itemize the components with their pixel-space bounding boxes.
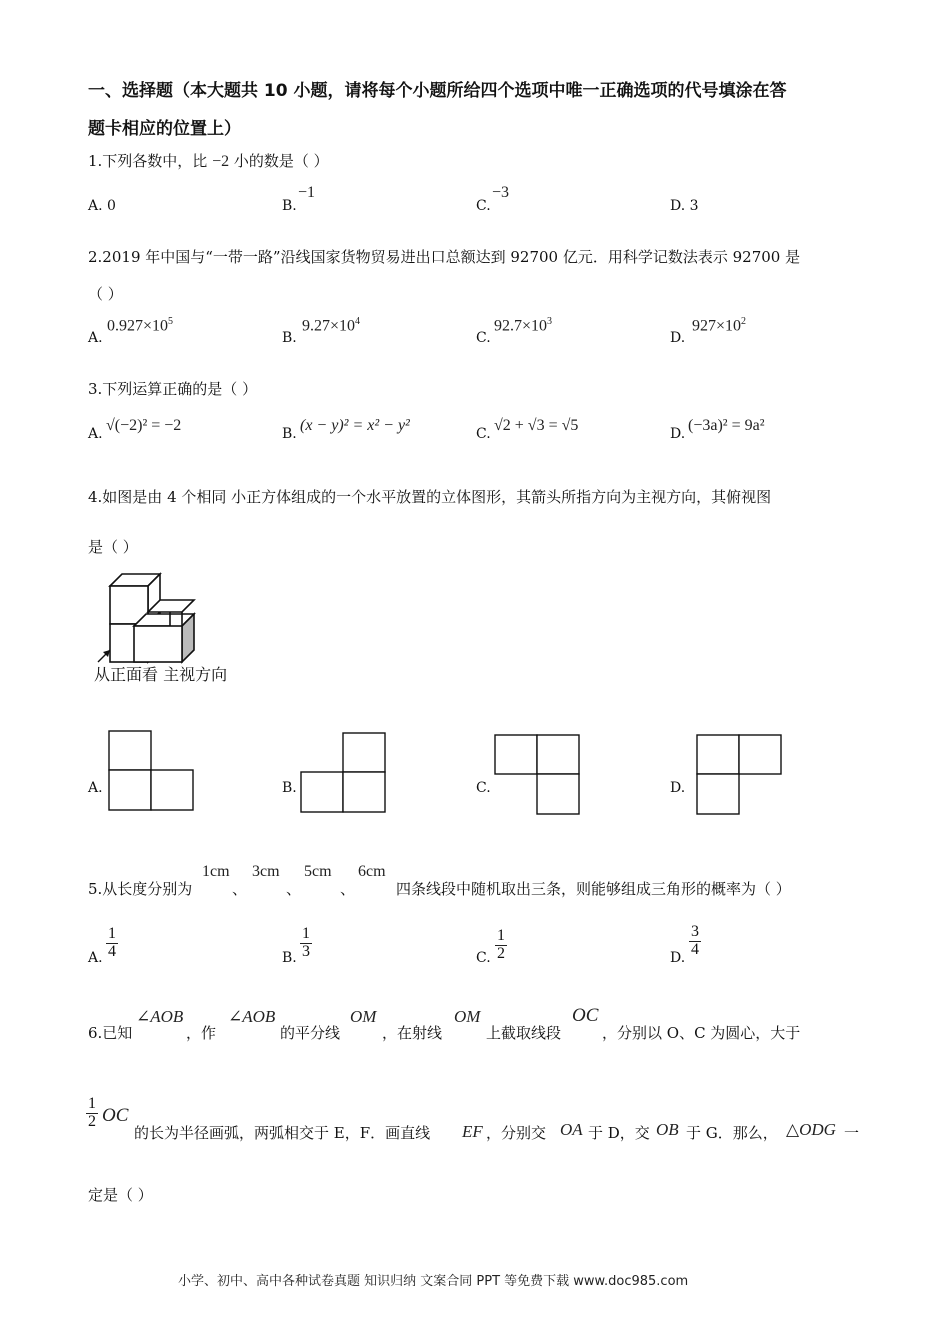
q4-option-b: B. xyxy=(282,780,297,796)
q6-math-oa: OA xyxy=(560,1120,583,1139)
q6-text-1: 6.已知 xyxy=(88,1024,133,1042)
q6-math-aob: ∠AOB xyxy=(136,1007,184,1026)
q3-option-c-math: √2 + √3 = √5 xyxy=(494,417,579,434)
q6-text-3: 的平分线 xyxy=(280,1024,341,1042)
q3-option-c: C. xyxy=(476,426,491,442)
q6-text-2: ，作 xyxy=(186,1024,217,1042)
section-heading-line1: 一、选择题（本大题共 10 小题，请将每个小题所给四个选项中唯一正确选项的代号填涂在答 xyxy=(88,81,787,101)
q1-option-b: B. xyxy=(282,198,297,214)
q5-sep-1: 、 xyxy=(232,880,248,898)
question-5-stem-a: 5.从长度分别为 xyxy=(88,880,193,898)
q2-option-d: D. xyxy=(670,330,686,346)
q3-option-a-math: √(−2)² = −2 xyxy=(106,417,182,434)
cube-stack-figure xyxy=(90,566,210,666)
q4-option-b-figure xyxy=(300,732,386,814)
q3-option-d: D. xyxy=(670,426,686,442)
q5-option-b: B. xyxy=(282,950,297,966)
q5-option-a: A. xyxy=(88,950,103,966)
q6-math-aob-2: ∠AOB xyxy=(228,1007,276,1026)
q6-text-9: 于 D，交 xyxy=(588,1124,650,1142)
q1-option-c-math: −3 xyxy=(492,184,510,201)
q5-option-a-fraction: $\frac{1}{4}$ xyxy=(108,925,116,960)
q6-text-11: 一 xyxy=(844,1124,860,1142)
question-2-line2: （ ） xyxy=(88,285,123,303)
q1-option-a: A. 0 xyxy=(88,198,116,214)
q4-option-c: C. xyxy=(476,780,491,796)
q5-sep-2: 、 xyxy=(286,880,302,898)
q5-option-b-fraction: $\frac{1}{3}$ xyxy=(302,925,310,960)
q6-math-oc: OC xyxy=(572,1005,599,1026)
q2-option-b-math: $9.27\times 10^4$ xyxy=(302,316,361,335)
q2-option-b: B. xyxy=(282,330,297,346)
q5-length-3: 5cm xyxy=(304,863,332,880)
q3-option-d-math: (−3a)² = 9a² xyxy=(688,417,765,434)
q3-option-b: B. xyxy=(282,426,297,442)
q1-math: −2 xyxy=(212,153,230,170)
question-2-line1: 2.2019 年中国与“一带一路”沿线国家货物贸易进出口总额达到 92700 亿元．用科学记数法表示 92700 是 xyxy=(88,248,801,266)
q5-length-4: 6cm xyxy=(358,863,386,880)
question-1-stem: 1.下列各数中，比 −2 小的数是（ ） xyxy=(88,152,329,170)
q5-length-1: 1cm xyxy=(202,863,230,880)
q6-text-10: 于 G．那么， xyxy=(686,1124,778,1142)
q6-text-8: ，分别交 xyxy=(486,1124,547,1142)
question-4-line2: 是（ ） xyxy=(88,538,138,556)
q6-math-ob: OB xyxy=(656,1120,679,1139)
q6-text-6: ，分别以 O、C 为圆心，大于 xyxy=(602,1024,801,1042)
q5-option-d: D. xyxy=(670,950,686,966)
q1-option-d: D. 3 xyxy=(670,198,699,214)
q5-option-d-fraction: $\frac{3}{4}$ xyxy=(691,923,699,958)
q1-option-c: C. xyxy=(476,198,491,214)
q2-option-a-math: $0.927\times 10^5$ xyxy=(107,316,174,335)
q6-text-7: 的长为半径画弧，两弧相交于 E，F．画直线 xyxy=(134,1124,431,1142)
q5-sep-3: 、 xyxy=(340,880,356,898)
q6-math-om: OM xyxy=(350,1007,377,1026)
page-footer: 小学、初中、高中各种试卷真题 知识归纳 文案合同 PPT 等免费下载 www.doc985.com xyxy=(178,1274,689,1289)
q6-text-4: ，在射线 xyxy=(382,1024,443,1042)
q6-fraction: $\frac{1}{2}$ xyxy=(88,1095,96,1130)
question-6-line3: 定是（ ） xyxy=(88,1186,153,1204)
q6-math-oc-2: OC xyxy=(102,1105,129,1126)
q1-option-b-math: −1 xyxy=(298,184,316,201)
q5-option-c-fraction: $\frac{1}{2}$ xyxy=(497,927,505,962)
q4-option-d: D. xyxy=(670,780,686,796)
q3-option-a: A. xyxy=(88,426,103,442)
q6-text-5: 上截取线段 xyxy=(486,1024,562,1042)
q2-option-c: C. xyxy=(476,330,491,346)
question-4-line1: 4.如图是由 4 个相同 小正方体组成的一个水平放置的立体图形，其箭头所指方向为主视方向，其俯视图 xyxy=(88,488,772,506)
q4-option-d-figure xyxy=(696,734,782,816)
q6-math-om-2: OM xyxy=(454,1007,481,1026)
q3-option-b-math: (x − y)² = x² − y² xyxy=(300,417,410,434)
q4-option-a-figure xyxy=(108,730,194,812)
q5-length-2: 3cm xyxy=(252,863,280,880)
q2-option-d-math: $927\times 10^2$ xyxy=(692,316,747,335)
q4-option-c-figure xyxy=(494,734,580,816)
figure-caption: 从正面看 主视方向 xyxy=(94,665,228,684)
question-3-stem: 3.下列运算正确的是（ ） xyxy=(88,380,258,398)
q6-math-ef: EF xyxy=(462,1122,483,1141)
section-heading-line2: 题卡相应的位置上） xyxy=(88,119,241,139)
q4-option-a: A. xyxy=(88,780,103,796)
q2-option-c-math: $92.7\times 10^3$ xyxy=(494,316,553,335)
question-5-stem-b: 四条线段中随机取出三条，则能够组成三角形的概率为（ ） xyxy=(396,880,791,898)
q5-option-c: C. xyxy=(476,950,491,966)
q2-option-a: A. xyxy=(88,330,103,346)
q6-math-odg: △ODG xyxy=(786,1120,836,1139)
